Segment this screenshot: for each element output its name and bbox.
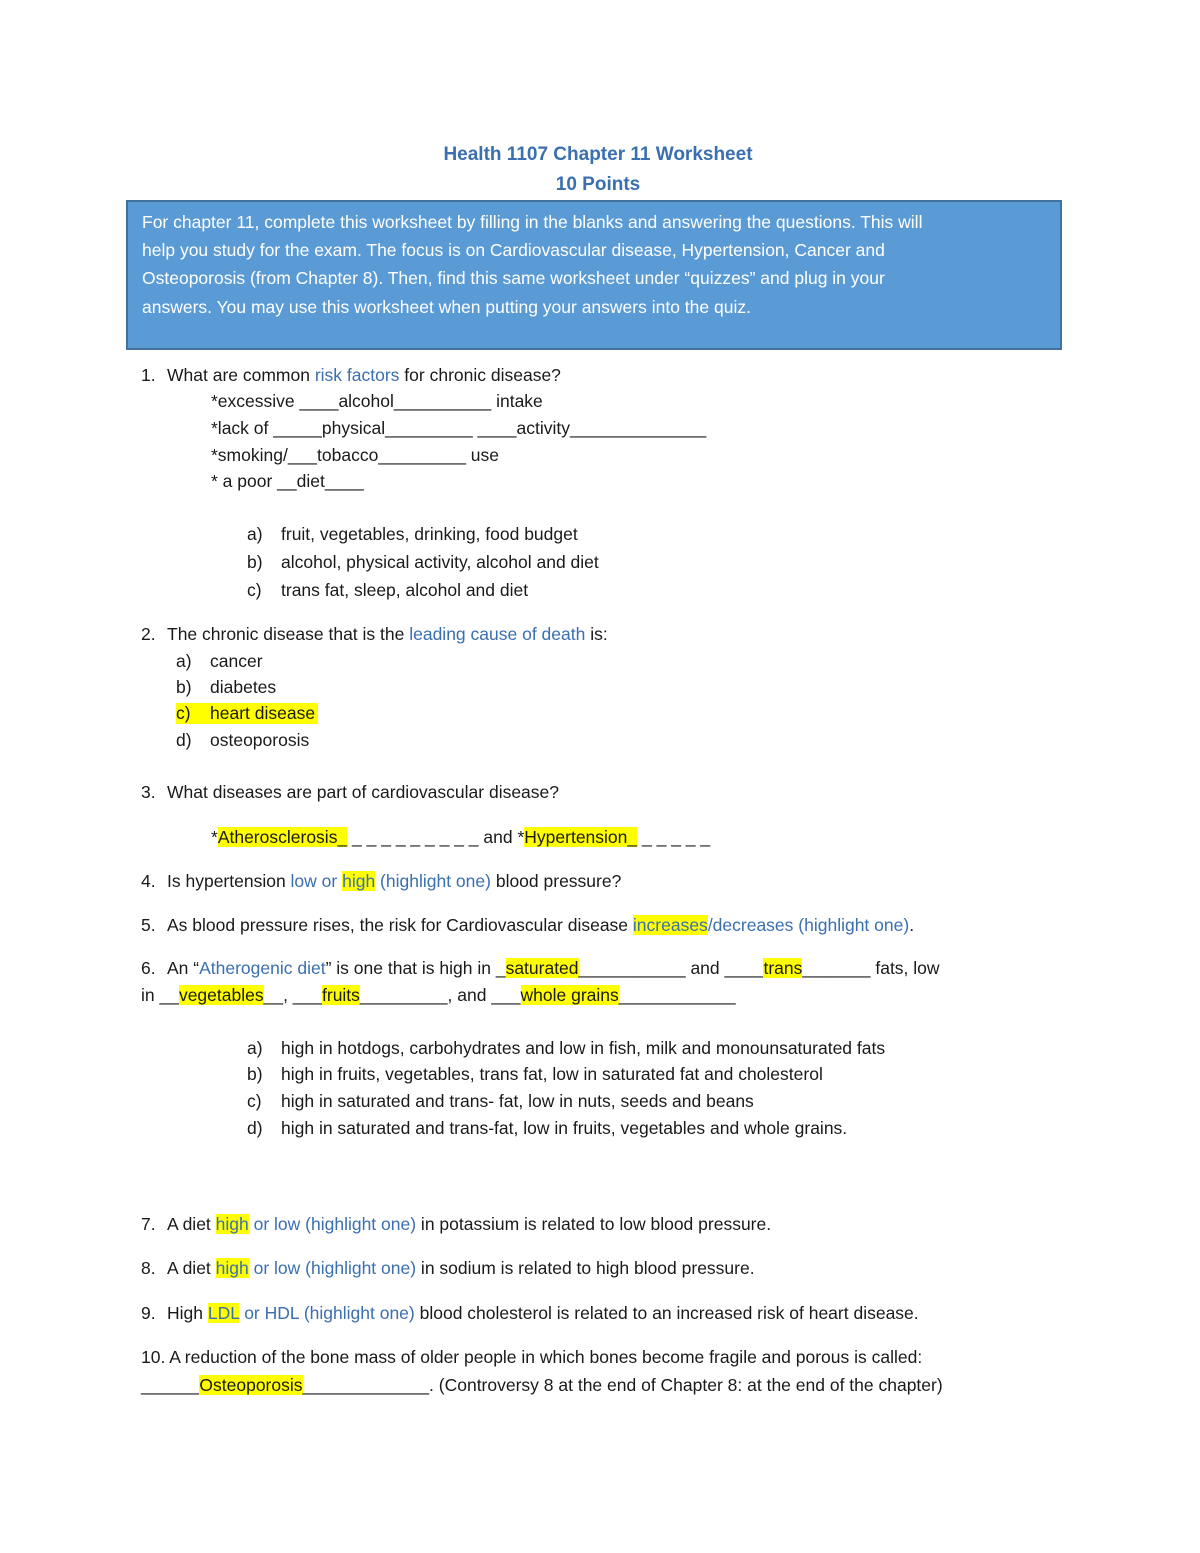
risk-factors-term: risk factors [314, 365, 400, 385]
question-2: 2. The chronic disease that is the leading cause of death is: [141, 624, 608, 644]
instructions-line: help you study for the exam. The focus is on Cardiovascular disease, Hypertension, Cancer and [142, 240, 885, 260]
leading-cause-term: leading cause of death [409, 624, 586, 644]
question-9: 9. High LDL or HDL (highlight one) blood cholesterol is related to an increased risk of heart disease. [141, 1303, 919, 1323]
question-number: 1. [141, 365, 156, 385]
instructions-line: Osteoporosis (from Chapter 8). Then, find this same worksheet under “quizzes” and plug in your [142, 268, 885, 288]
highlighted-answer: Atherosclerosis_ [217, 827, 348, 847]
answer-option-highlighted: c) heart disease [176, 703, 318, 724]
answer-option: b) high in fruits, vegetables, trans fat, low in saturated fat and cholesterol [247, 1064, 823, 1084]
answer-option: c) high in saturated and trans- fat, low in nuts, seeds and beans [247, 1091, 754, 1111]
highlighted-answer: high [342, 871, 376, 891]
instructions-box [126, 200, 1062, 350]
answer-option: b) alcohol, physical activity, alcohol and diet [247, 552, 599, 572]
answer-option: b) diabetes [176, 677, 277, 697]
instructions-line: answers. You may use this worksheet when putting your answers into the quiz. [142, 297, 751, 317]
q1-blank-line: *excessive ____alcohol__________ intake [211, 391, 543, 411]
worksheet-title: Health 1107 Chapter 11 Worksheet [443, 144, 753, 165]
highlighted-answer: Osteoporosis [199, 1375, 303, 1395]
question-10: 10. A reduction of the bone mass of older people in which bones become fragile and porous is called: [141, 1347, 923, 1367]
answer-option: d) osteoporosis [176, 730, 310, 750]
question-5: 5. As blood pressure rises, the risk for Cardiovascular disease increases/decreases (highlight one). [141, 915, 915, 935]
highlighted-answer: LDL [207, 1303, 240, 1323]
highlighted-answer: whole grains [520, 985, 619, 1005]
atherogenic-diet-term: Atherogenic diet [199, 958, 326, 978]
highlighted-answer: fruits [322, 985, 360, 1005]
question-4: 4. Is hypertension low or high (highlight one) blood pressure? [141, 871, 622, 891]
answer-option: c) trans fat, sleep, alcohol and diet [247, 580, 529, 600]
highlighted-answer: high [215, 1214, 249, 1234]
q1-blank-line: *lack of _____physical_________ ____activity______________ [211, 418, 707, 438]
q1-blank-line: * a poor __diet____ [211, 471, 364, 491]
answer-option: a) high in hotdogs, carbohydrates and low in fish, milk and monounsaturated fats [247, 1038, 886, 1058]
highlighted-answer: increases [632, 915, 708, 935]
highlighted-answer: high [215, 1258, 249, 1278]
question-3: 3. What diseases are part of cardiovascular disease? [141, 782, 560, 802]
highlighted-answer: trans [763, 958, 803, 978]
question-8: 8. A diet high or low (highlight one) in sodium is related to high blood pressure. [141, 1258, 755, 1278]
answer-option: d) high in saturated and trans-fat, low in fruits, vegetables and whole grains. [247, 1118, 848, 1138]
highlighted-answer: Hypertension_ [524, 827, 638, 847]
question-6-line-2: in __vegetables__, ___fruits_________, and ___whole grains____________ [141, 985, 736, 1005]
instructions-line: For chapter 11, complete this worksheet by filling in the blanks and answering the questions. This will [142, 212, 923, 232]
question-1: 1. What are common risk factors for chronic disease? [141, 365, 561, 385]
points-label: 10 Points [555, 174, 641, 195]
q1-blank-line: *smoking/___tobacco_________ use [211, 445, 499, 465]
q3-answer-line: *Atherosclerosis_ _ _ _ _ _ _ _ _ _ and *Hypertension_ _ _ _ _ _ [211, 827, 711, 847]
question-7: 7. A diet high or low (highlight one) in potassium is related to low blood pressure. [141, 1214, 772, 1234]
answer-option: a) fruit, vegetables, drinking, food budget [247, 524, 578, 544]
highlighted-answer: vegetables [178, 985, 264, 1005]
question-10-line-2: ______Osteoporosis_____________. (Controversy 8 at the end of Chapter 8: at the end of the chapter) [141, 1375, 943, 1395]
question-6: 6. An “Atherogenic diet” is one that is high in _saturated___________ and ____trans_______ fats, low [141, 958, 940, 978]
highlighted-answer: saturated [505, 958, 579, 978]
answer-option: a) cancer [176, 651, 263, 671]
